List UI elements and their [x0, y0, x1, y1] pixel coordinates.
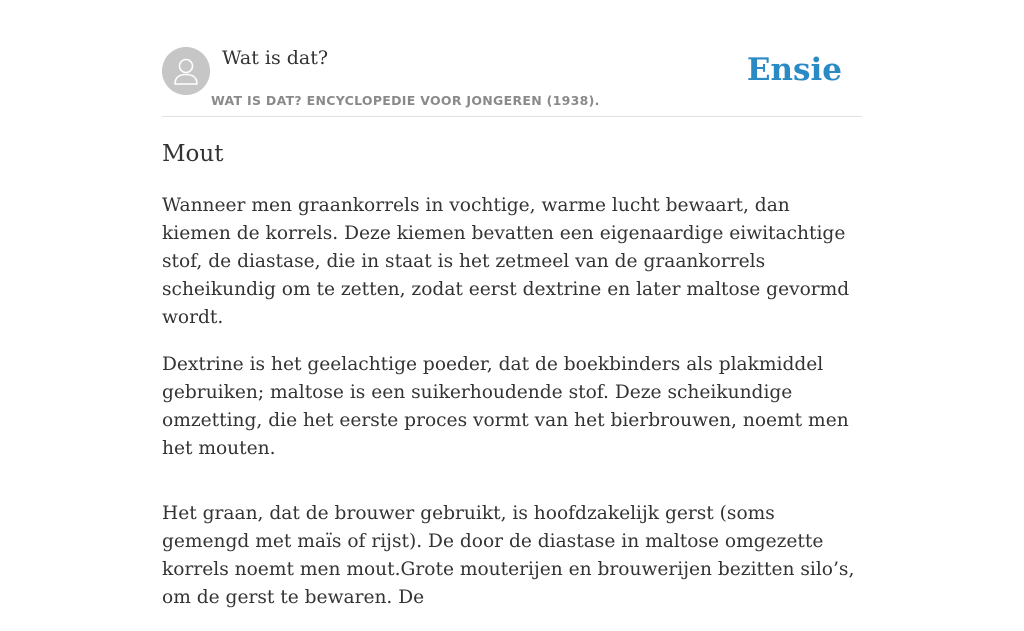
article-paragraph: Wanneer men graankorrels in vochtige, warme lucht bewaart, dan kiemen de korrels. Deze kiemen bevatten een eigenaardige eiwitachtige stof, de diastase, die in staat is het zetmeel van de graankorrels scheikundig om te zetten, zodat eerst dextrine en later maltose gevormd wordt. [162, 195, 850, 328]
ensie-logo-link[interactable]: Ensie [746, 52, 842, 88]
page [162, 0, 862, 608]
user-icon[interactable] [162, 47, 210, 95]
article-title: Mout [162, 141, 224, 167]
article-body [162, 192, 862, 631]
article-paragraph: Het graan, dat de brouwer gebruikt, is hoofdzakelijk gerst (soms gemengd met maïs of rijst). De door de diastase in maltose omgezette korrels noemt men mout.Grote mouterijen en brouwerijen bezitten silo’s, om de gerst te bewaren. De [162, 503, 855, 608]
article-paragraph: Dextrine is het geelachtige poeder, dat de boekbinders als plakmiddel gebruiken; maltose is een suikerhoudende stof. Deze scheikundige omzetting, die het eerste proces vormt van het bierbrouwen, noemt men het mouten. [162, 354, 849, 459]
source-subtitle[interactable]: WAT IS DAT? ENCYCLOPEDIE VOOR JONGEREN (1938). [211, 93, 600, 108]
source-title[interactable]: Wat is dat? [222, 47, 329, 69]
source-header [162, 0, 862, 117]
